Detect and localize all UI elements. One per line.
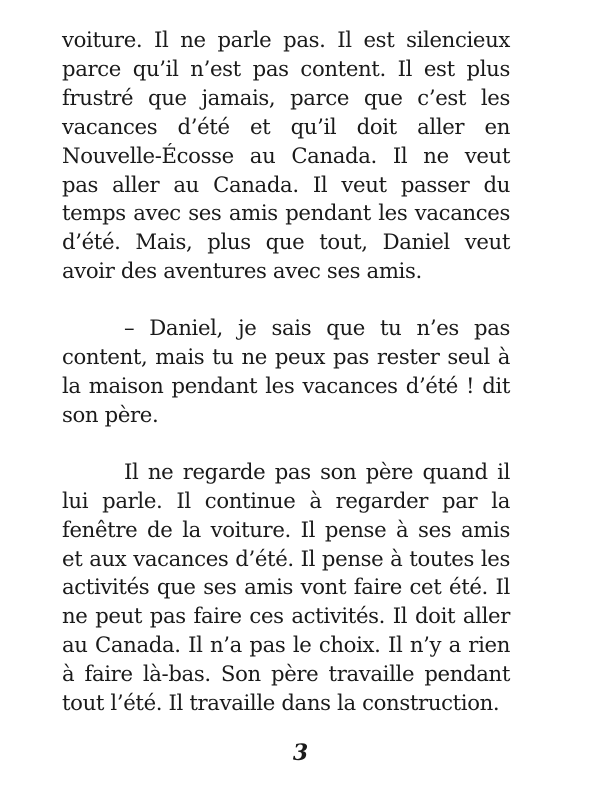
text-line: à faire là-bas. Son père travaille pendant bbox=[62, 661, 510, 687]
text-line: vacances d’été et qu’il doit aller en bbox=[62, 113, 510, 139]
text-line: Nouvelle-Écosse au Canada. Il ne veut bbox=[62, 142, 510, 168]
text-line: Il ne regarde pas son père quand il bbox=[124, 458, 510, 484]
text-line: ne peut pas faire ces activités. Il doit aller bbox=[62, 603, 510, 629]
text-line: son père. bbox=[62, 401, 159, 427]
text-line: d’été. Mais, plus que tout, Daniel veut bbox=[62, 229, 510, 255]
text-line: parce qu’il n’est pas content. Il est plus bbox=[62, 55, 510, 81]
text-line: temps avec ses amis pendant les vacances bbox=[62, 200, 510, 226]
paragraph-3 bbox=[62, 458, 510, 718]
text-line: lui parle. Il continue à regarder par la bbox=[62, 487, 510, 513]
paragraph-2 bbox=[62, 314, 510, 430]
text-line: au Canada. Il n’a pas le choix. Il n’y a rien bbox=[62, 632, 510, 658]
text-line: tout l’été. Il travaille dans la construction. bbox=[62, 690, 500, 716]
text-line: content, mais tu ne peux pas rester seul à bbox=[62, 344, 510, 370]
text-line: fenêtre de la voiture. Il pense à ses amis bbox=[62, 516, 510, 542]
text-line: activités que ses amis vont faire cet été. Il bbox=[62, 574, 510, 600]
paragraph-spacer bbox=[62, 430, 510, 458]
paragraph-spacer bbox=[62, 286, 510, 314]
book-page bbox=[62, 26, 510, 786]
text-line: avoir des aventures avec ses amis. bbox=[62, 258, 422, 284]
paragraph-1 bbox=[62, 26, 510, 286]
page-number: 3 bbox=[292, 740, 309, 766]
text-line: voiture. Il ne parle pas. Il est silencieux bbox=[62, 27, 510, 52]
text-line: et aux vacances d’été. Il pense à toutes les bbox=[62, 545, 510, 571]
text-line: pas aller au Canada. Il veut passer du bbox=[62, 171, 510, 197]
text-line: frustré que jamais, parce que c’est les bbox=[62, 84, 510, 110]
text-line: – Daniel, je sais que tu n’es pas bbox=[124, 315, 510, 341]
text-line: la maison pendant les vacances d’été ! dit bbox=[62, 372, 510, 398]
